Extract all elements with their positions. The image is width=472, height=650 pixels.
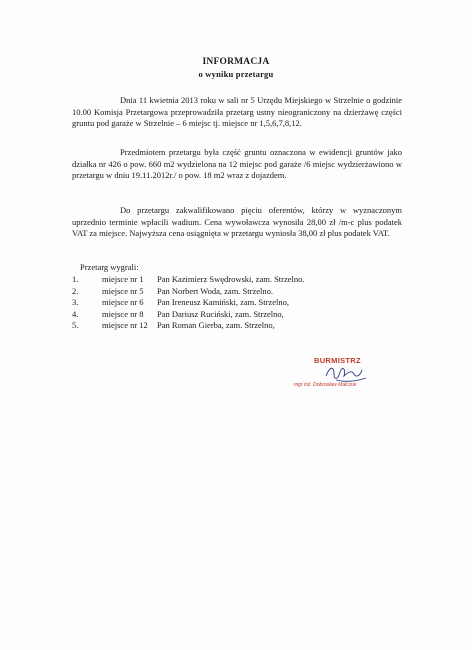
winner-name: Pan Ireneusz Kamiński, zam. Strzelno, [157, 297, 289, 308]
winner-place: miejsce nr 12 [102, 320, 148, 331]
winner-number: 4. [72, 308, 79, 319]
paragraph-subject: Przedmiotem przetargu była część gruntu oznaczona w ewidencji gruntów jako działka nr 426 o pow. 660 m2 wydzielona na 12 miejsc pod garaże /6 miejsc wydzierżawiono w przetargu w dniu 19.11.2012r./ o pow. 18 m2 wraz z dojazdem. [72, 147, 402, 180]
winner-number: 3. [72, 297, 79, 308]
document-title: INFORMACJA [202, 57, 270, 67]
winners-label: Przetarg wygrali: [80, 262, 139, 272]
paragraph-auction-info: Dnia 11 kwietnia 2013 roku w sali nr 5 Urzędu Miejskiego w Strzelnie o godzinie 10.00 Komisja Przetargowa przeprowadziła przetarg ustny nieograniczony na dzierżawę części gruntu pod garaże w Strzelnie – 6 miejsc tj. miejsce nr 1,5,6,7,8,12. [72, 95, 402, 128]
winner-name: Pan Norbert Woda, zam. Strzelno. [157, 285, 274, 296]
stamp-subtitle: mgr inż. Dobrosław Malczuk [294, 382, 357, 388]
list-item [72, 320, 412, 332]
winner-name: Pan Kazimierz Swędrowski, zam. Strzelno. [157, 274, 305, 284]
winner-name: Pan Dariusz Ruciński, zam. Strzelno, [157, 308, 284, 319]
winner-name: Pan Roman Gierba, zam. Strzelno, [157, 320, 275, 331]
winners-list [72, 274, 412, 332]
winner-place: miejsce nr 5 [102, 285, 144, 296]
winner-number: 2. [72, 285, 79, 296]
winner-place: miejsce nr 1 [102, 274, 144, 284]
stamp-title: BURMISTRZ [314, 356, 361, 365]
signature-icon [322, 362, 372, 384]
list-item [72, 297, 412, 309]
list-item [72, 286, 412, 298]
list-item [72, 274, 412, 286]
winner-number: 5. [72, 320, 79, 331]
mayor-stamp [292, 356, 402, 396]
document-subtitle: o wyniku przetargu [198, 69, 274, 79]
list-item [72, 309, 412, 321]
winner-place: miejsce nr 6 [102, 297, 144, 308]
winner-number: 1. [72, 274, 79, 284]
paragraph-bidders: Do przetargu zakwalifikowano pięciu oferentów, którzy w wyznaczonym uprzednio terminie wpłacili wadium. Cena wywoławcza wynosiła 28,00 zł /m-c plus podatek VAT za miejsce. Najwyższa cena osiągnięta w przetargu wyniosła 38,00 zł plus podatek VAT. [72, 205, 402, 238]
winner-place: miejsce nr 8 [102, 308, 144, 319]
